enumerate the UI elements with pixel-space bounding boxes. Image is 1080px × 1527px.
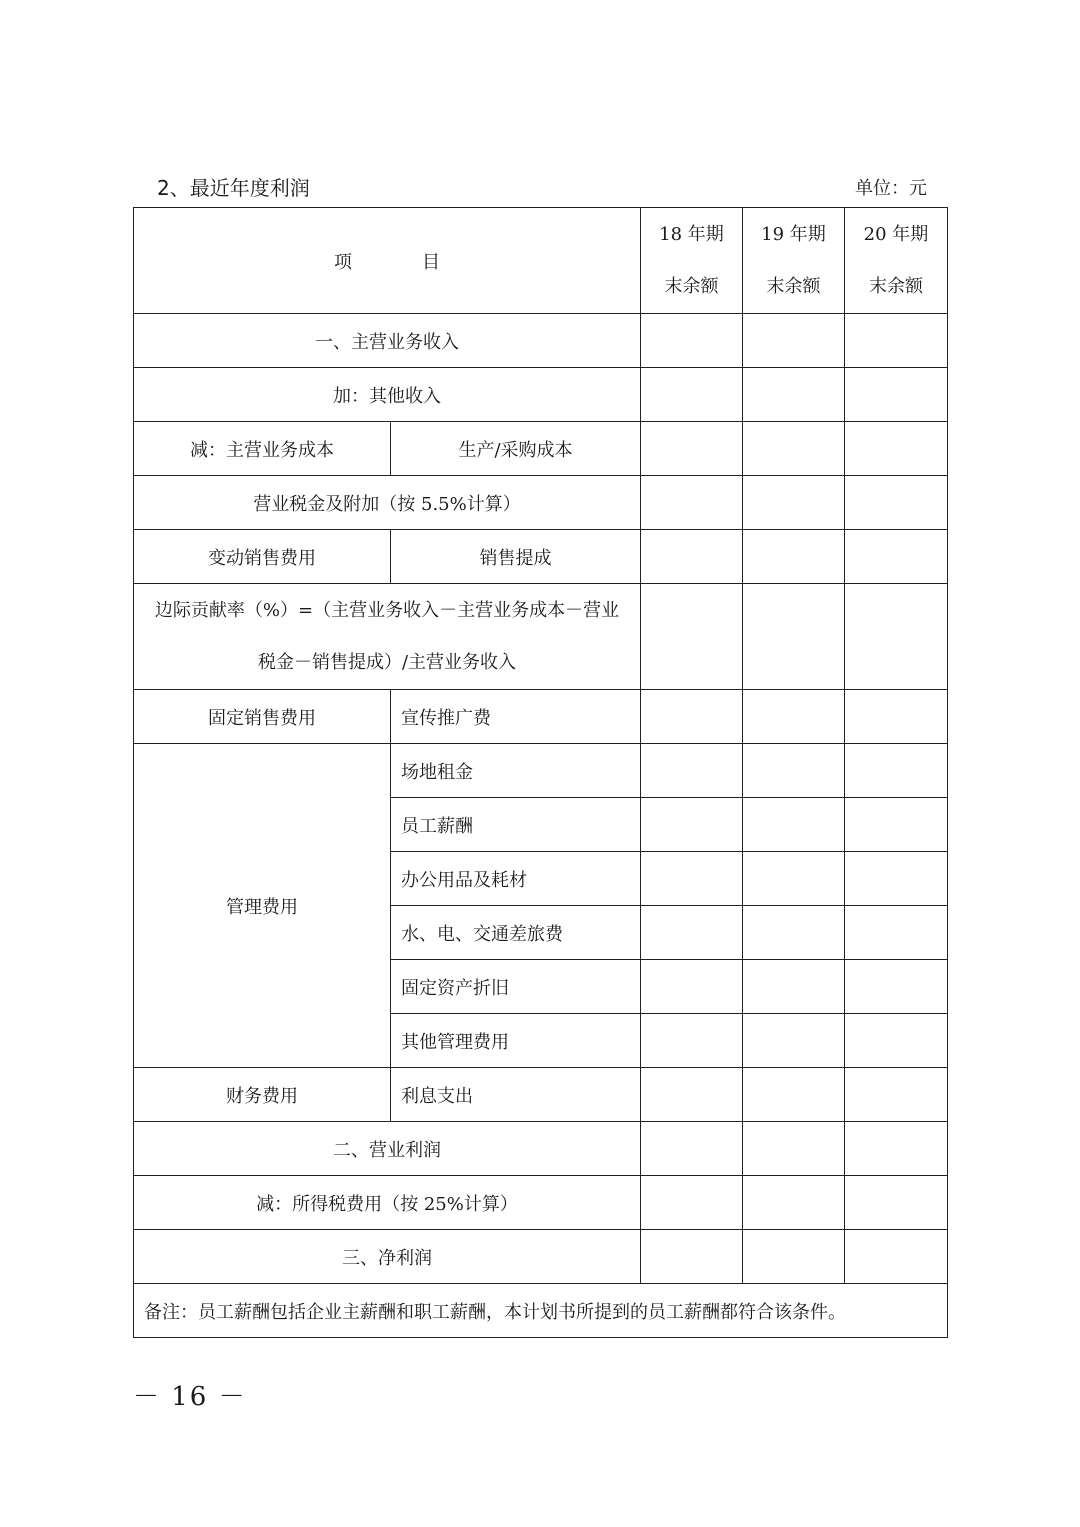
row-label-finance: 财务费用 xyxy=(134,1068,391,1122)
table-header-row xyxy=(134,208,948,314)
value-cell[interactable] xyxy=(845,1230,948,1284)
row-label-margin-rate: 边际贡献率（%）=（主营业务收入－主营业务成本－营业 税金－销售提成）/主营业务收入 xyxy=(134,584,641,690)
table-row xyxy=(134,1122,948,1176)
value-cell[interactable] xyxy=(743,530,845,584)
value-cell[interactable] xyxy=(641,422,743,476)
value-cell[interactable] xyxy=(845,744,948,798)
value-cell[interactable] xyxy=(743,798,845,852)
row-label-operating-profit: 二、营业利润 xyxy=(134,1122,641,1176)
row-sublabel-finance: 利息支出 xyxy=(391,1068,641,1122)
row-sublabel-cost: 生产/采购成本 xyxy=(391,422,641,476)
row-sublabel-admin: 其他管理费用 xyxy=(391,1014,641,1068)
value-cell[interactable] xyxy=(641,314,743,368)
value-cell[interactable] xyxy=(845,1068,948,1122)
value-cell[interactable] xyxy=(641,744,743,798)
row-sublabel-admin: 场地租金 xyxy=(391,744,641,798)
value-cell[interactable] xyxy=(845,314,948,368)
row-label-income-tax: 减：所得税费用（按 25%计算） xyxy=(134,1176,641,1230)
value-cell[interactable] xyxy=(641,1230,743,1284)
value-cell[interactable] xyxy=(743,852,845,906)
value-cell[interactable] xyxy=(845,690,948,744)
value-cell[interactable] xyxy=(641,530,743,584)
item-column-header xyxy=(134,208,641,314)
row-sublabel-fixed-sales: 宣传推广费 xyxy=(391,690,641,744)
value-cell[interactable] xyxy=(845,1014,948,1068)
value-cell[interactable] xyxy=(743,1230,845,1284)
value-cell[interactable] xyxy=(845,368,948,422)
value-cell[interactable] xyxy=(845,852,948,906)
row-label-main-revenue: 一、主营业务收入 xyxy=(134,314,641,368)
year-header-18: 18 年期 末余额 xyxy=(641,208,743,314)
table-row xyxy=(134,584,948,690)
table-row xyxy=(134,476,948,530)
year-header-19: 19 年期 末余额 xyxy=(743,208,845,314)
value-cell[interactable] xyxy=(743,1014,845,1068)
value-cell[interactable] xyxy=(641,960,743,1014)
row-label-fixed-sales: 固定销售费用 xyxy=(134,690,391,744)
value-cell[interactable] xyxy=(641,906,743,960)
row-sublabel-admin: 办公用品及耗材 xyxy=(391,852,641,906)
section-title: 2、最近年度利润 xyxy=(157,176,310,200)
value-cell[interactable] xyxy=(743,744,845,798)
value-cell[interactable] xyxy=(845,584,948,690)
value-cell[interactable] xyxy=(845,476,948,530)
value-cell[interactable] xyxy=(845,906,948,960)
value-cell[interactable] xyxy=(641,368,743,422)
value-cell[interactable] xyxy=(845,530,948,584)
item-header-right: 目 xyxy=(422,251,440,273)
row-label-tax-surcharge: 营业税金及附加（按 5.5%计算） xyxy=(134,476,641,530)
table-note-row xyxy=(134,1284,948,1338)
value-cell[interactable] xyxy=(641,1176,743,1230)
value-cell[interactable] xyxy=(845,960,948,1014)
row-label-admin: 管理费用 xyxy=(134,744,391,1068)
value-cell[interactable] xyxy=(641,1122,743,1176)
table-row xyxy=(134,368,948,422)
row-label-cost: 减：主营业务成本 xyxy=(134,422,391,476)
value-cell[interactable] xyxy=(743,1122,845,1176)
table-note: 备注：员工薪酬包括企业主薪酬和职工薪酬，本计划书所提到的员工薪酬都符合该条件。 xyxy=(134,1284,948,1338)
value-cell[interactable] xyxy=(743,690,845,744)
row-sublabel-admin: 员工薪酬 xyxy=(391,798,641,852)
table-row xyxy=(134,530,948,584)
value-cell[interactable] xyxy=(845,1176,948,1230)
table-row xyxy=(134,1176,948,1230)
page-number: － 16 － xyxy=(133,1382,247,1412)
value-cell[interactable] xyxy=(743,368,845,422)
row-sublabel-variable-sales: 销售提成 xyxy=(391,530,641,584)
value-cell[interactable] xyxy=(845,798,948,852)
value-cell[interactable] xyxy=(641,798,743,852)
table-row xyxy=(134,690,948,744)
value-cell[interactable] xyxy=(743,1176,845,1230)
value-cell[interactable] xyxy=(743,422,845,476)
value-cell[interactable] xyxy=(641,1014,743,1068)
value-cell[interactable] xyxy=(743,584,845,690)
value-cell[interactable] xyxy=(845,422,948,476)
row-sublabel-admin: 水、电、交通差旅费 xyxy=(391,906,641,960)
row-label-net-profit: 三、净利润 xyxy=(134,1230,641,1284)
year-header-20: 20 年期 末余额 xyxy=(845,208,948,314)
value-cell[interactable] xyxy=(641,1068,743,1122)
value-cell[interactable] xyxy=(743,1068,845,1122)
profit-table xyxy=(133,207,948,1338)
table-row xyxy=(134,422,948,476)
table-row xyxy=(134,1230,948,1284)
value-cell[interactable] xyxy=(743,476,845,530)
value-cell[interactable] xyxy=(641,476,743,530)
row-sublabel-admin: 固定资产折旧 xyxy=(391,960,641,1014)
value-cell[interactable] xyxy=(641,690,743,744)
value-cell[interactable] xyxy=(743,906,845,960)
value-cell[interactable] xyxy=(845,1122,948,1176)
row-label-variable-sales: 变动销售费用 xyxy=(134,530,391,584)
table-row xyxy=(134,744,948,798)
value-cell[interactable] xyxy=(641,584,743,690)
table-row xyxy=(134,1068,948,1122)
value-cell[interactable] xyxy=(641,852,743,906)
table-row xyxy=(134,314,948,368)
row-label-other-income: 加：其他收入 xyxy=(134,368,641,422)
value-cell[interactable] xyxy=(743,314,845,368)
value-cell[interactable] xyxy=(743,960,845,1014)
unit-label: 单位：元 xyxy=(855,178,927,199)
item-header-left: 项 xyxy=(334,251,352,273)
